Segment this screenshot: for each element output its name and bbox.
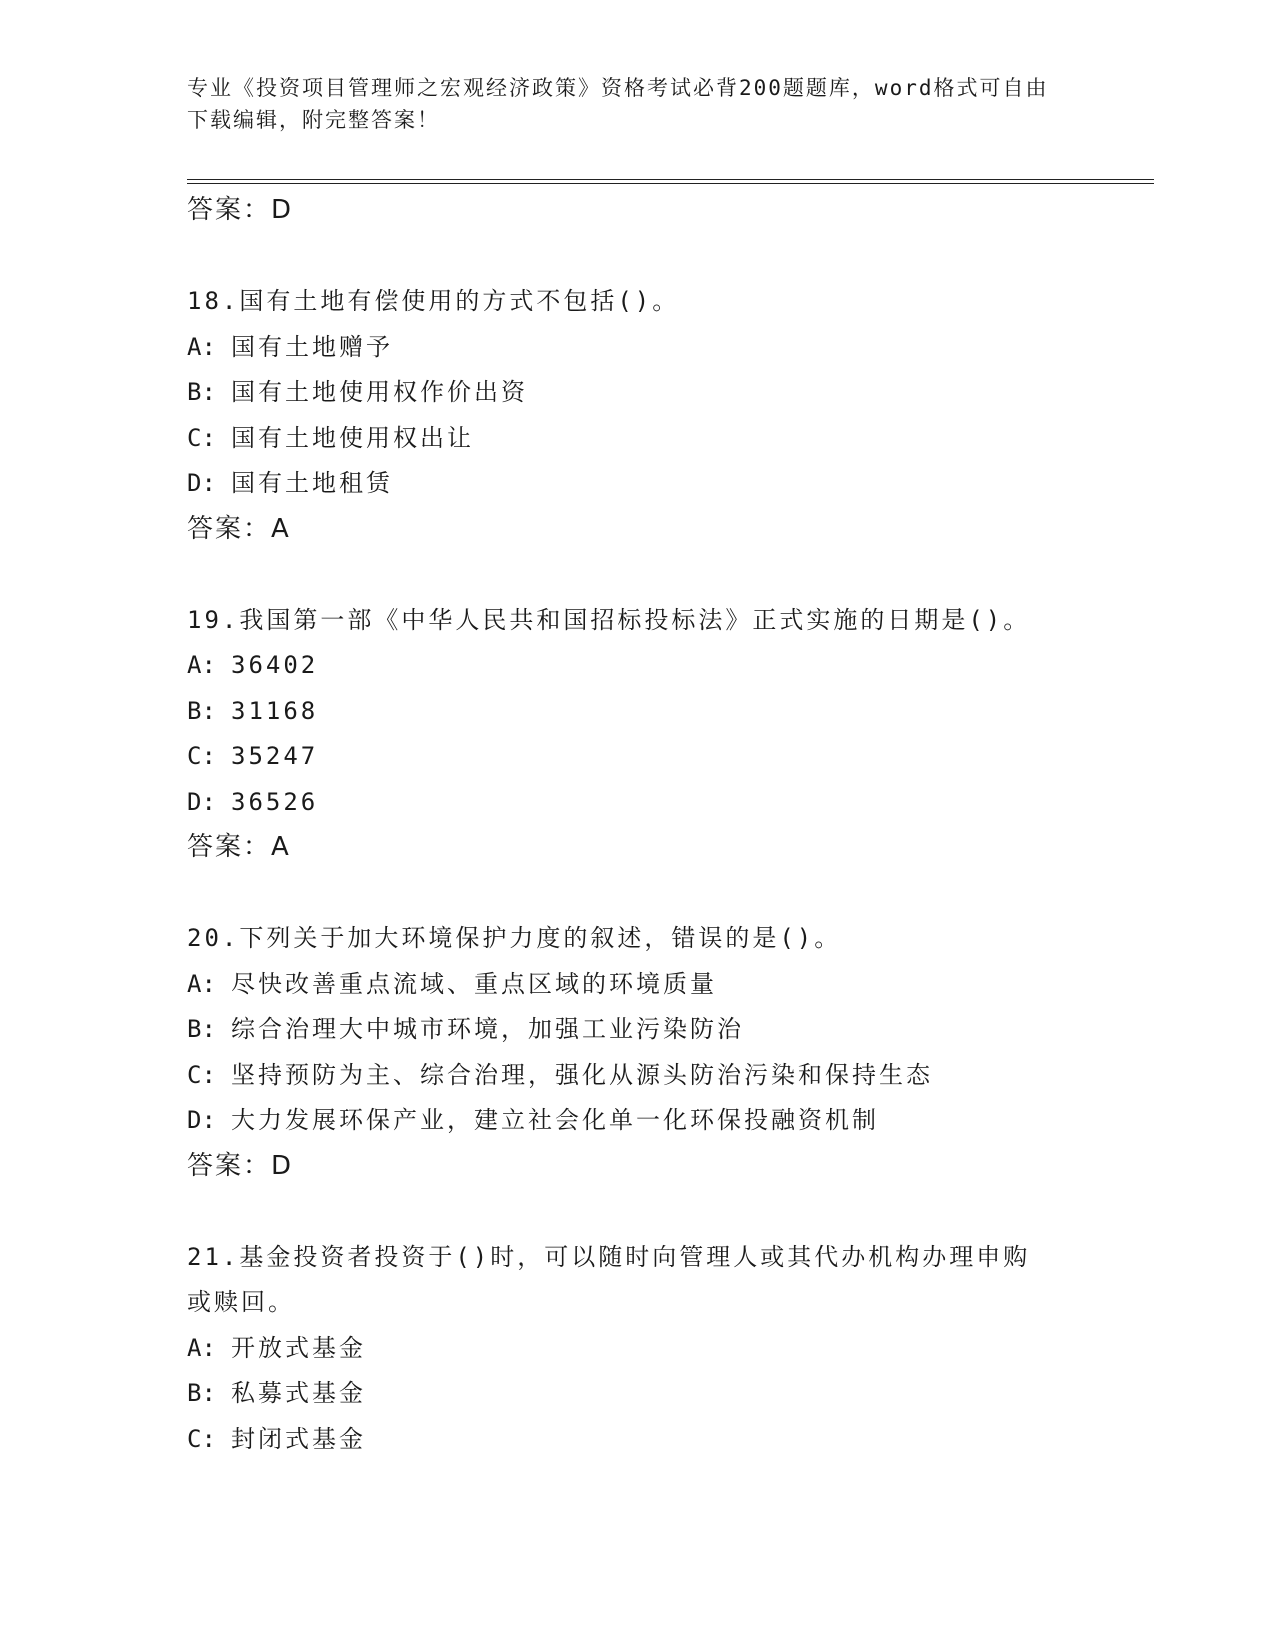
option-a xyxy=(187,1326,1087,1372)
question-21 xyxy=(187,1235,1087,1463)
option-b xyxy=(187,1007,1087,1053)
option-text: 国有土地使用权出让 xyxy=(231,423,474,452)
option-text: 国有土地租赁 xyxy=(231,469,393,497)
option-letter: A: xyxy=(187,969,216,998)
option-text: 尽快改善重点流域、重点区域的环境质量 xyxy=(231,969,717,998)
option-b xyxy=(187,370,1087,416)
option-letter: A: xyxy=(187,651,216,679)
option-letter: C: xyxy=(187,1060,216,1089)
option-text: 封闭式基金 xyxy=(231,1424,366,1453)
option-letter: C: xyxy=(187,423,216,452)
option-letter: A: xyxy=(187,332,216,361)
option-b xyxy=(187,689,1087,735)
question-stem: 20.下列关于加大环境保护力度的叙述，错误的是()。 xyxy=(187,924,842,952)
option-letter: D: xyxy=(187,1106,216,1134)
option-text: 综合治理大中城市环境，加强工业污染防治 xyxy=(231,1015,744,1043)
option-letter: D: xyxy=(187,787,216,816)
answer-line: 答案：D xyxy=(187,195,294,225)
option-letter: C: xyxy=(187,1424,216,1453)
question-stem: 21.基金投资者投资于()时，可以随时向管理人或其代办机构办理申购 xyxy=(187,1242,1031,1271)
option-text: 大力发展环保产业，建立社会化单一化环保投融资机制 xyxy=(231,1106,879,1134)
option-text: 36402 xyxy=(231,651,319,679)
question-stem-continued: 或赎回。 xyxy=(187,1288,295,1316)
option-b xyxy=(187,1371,1087,1417)
question-stem: 18.国有土地有偿使用的方式不包括()。 xyxy=(187,287,680,315)
question-stem: 19.我国第一部《中华人民共和国招标投标法》正式实施的日期是()。 xyxy=(187,605,1031,634)
option-text: 35247 xyxy=(231,742,319,770)
option-text: 36526 xyxy=(231,787,319,816)
option-a xyxy=(187,643,1087,689)
question-18 xyxy=(187,279,1087,552)
option-text: 国有土地赠予 xyxy=(231,332,393,361)
answer-line: 答案：A xyxy=(187,513,291,544)
option-letter: B: xyxy=(187,1015,216,1043)
option-c xyxy=(187,1053,1087,1099)
option-d xyxy=(187,780,1087,826)
answer-line: 答案：D xyxy=(187,1150,294,1181)
option-text: 私募式基金 xyxy=(231,1379,366,1407)
question-list xyxy=(187,188,1087,1462)
option-text: 开放式基金 xyxy=(231,1333,366,1362)
option-text: 坚持预防为主、综合治理，强化从源头防治污染和保持生态 xyxy=(231,1060,933,1089)
header-divider xyxy=(187,179,1154,184)
option-a xyxy=(187,325,1087,371)
option-a xyxy=(187,962,1087,1008)
option-c xyxy=(187,416,1087,462)
option-c xyxy=(187,734,1087,780)
option-text: 国有土地使用权作价出资 xyxy=(231,378,528,406)
option-letter: D: xyxy=(187,469,216,497)
option-letter: B: xyxy=(187,1379,216,1407)
document-header: 专业《投资项目管理师之宏观经济政策》资格考试必背200题题库，word格式可自由下载编辑，附完整答案！ xyxy=(187,76,1049,132)
option-d xyxy=(187,461,1087,507)
option-d xyxy=(187,1098,1087,1144)
question-20 xyxy=(187,916,1087,1189)
option-letter: B: xyxy=(187,378,216,406)
option-letter: C: xyxy=(187,742,216,770)
option-letter: A: xyxy=(187,1333,216,1362)
option-c xyxy=(187,1417,1087,1463)
option-letter: B: xyxy=(187,696,216,725)
option-text: 31168 xyxy=(231,696,319,725)
question-19 xyxy=(187,598,1087,871)
answer-line: 答案：A xyxy=(187,832,291,862)
